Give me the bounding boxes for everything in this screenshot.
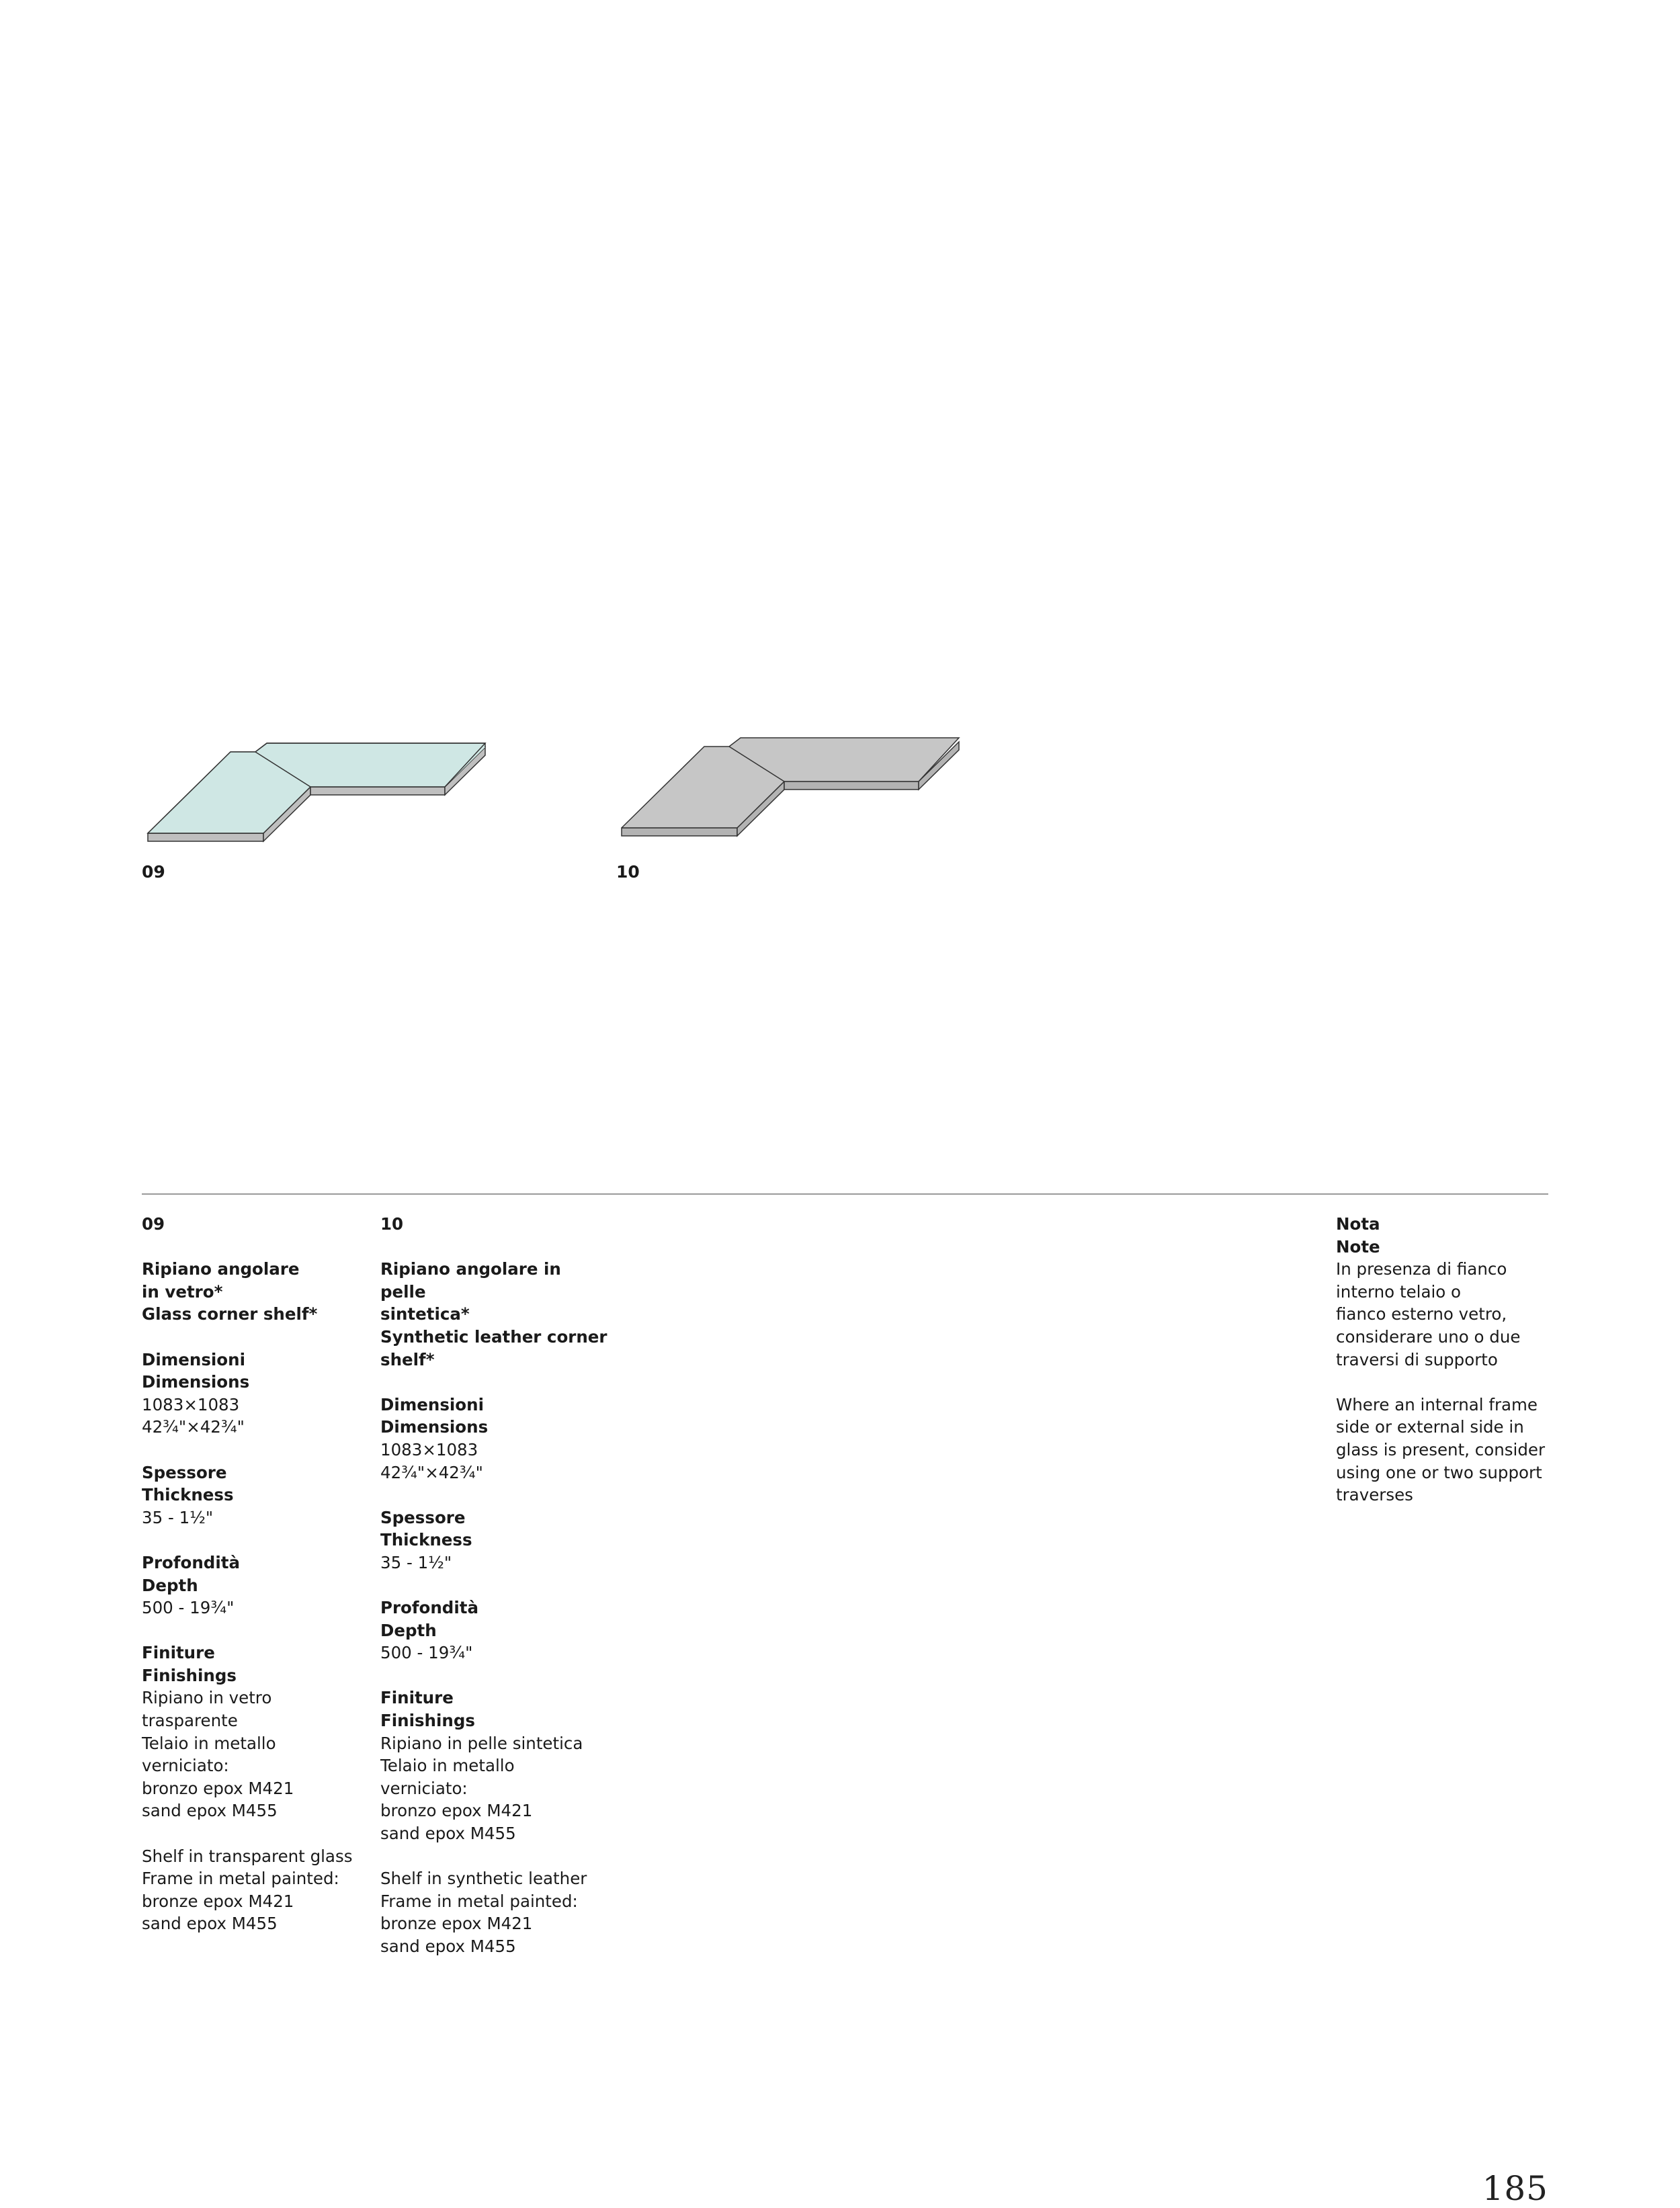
- note-line-it: fianco esterno vetro,: [1336, 1304, 1507, 1324]
- dimensions-heading-it: Dimensioni: [380, 1394, 484, 1414]
- finishes-heading-en: Finishings: [142, 1665, 237, 1685]
- finishes-heading-it: Finiture: [142, 1643, 215, 1663]
- finishes-line-it: sand epox M455: [380, 1824, 516, 1844]
- finishes-heading-en: Finishings: [380, 1711, 475, 1731]
- thickness-heading-en: Thickness: [142, 1485, 234, 1505]
- depth-value: 500 - 19¾": [380, 1643, 473, 1663]
- item-name-en: Synthetic leather corner: [380, 1326, 607, 1347]
- note-title-en: Note: [1336, 1236, 1380, 1257]
- depth-heading-en: Depth: [380, 1620, 437, 1640]
- note-line-en: Where an internal frame: [1336, 1394, 1538, 1414]
- drawing-label-09: 09: [142, 862, 165, 882]
- finishes-line-en: bronze epox M421: [142, 1891, 294, 1911]
- dimensions-heading-en: Dimensions: [380, 1417, 489, 1437]
- note-line-it: interno telaio o: [1336, 1281, 1462, 1302]
- item-name-it: Ripiano angolare: [142, 1259, 300, 1279]
- thickness-heading-it: Spessore: [142, 1462, 227, 1482]
- note-line-en: glass is present, consider: [1336, 1439, 1546, 1459]
- note-line-en: traverses: [1336, 1485, 1413, 1505]
- note-column: [1336, 1213, 1558, 1506]
- item-name-it-cont: sintetica*: [380, 1304, 470, 1324]
- finishes-line-en: Shelf in synthetic leather: [380, 1869, 587, 1889]
- finishes-line-it: Telaio in metallo: [142, 1733, 276, 1753]
- thickness-heading-it: Spessore: [380, 1507, 466, 1527]
- dimensions-heading-en: Dimensions: [142, 1372, 250, 1392]
- dimensions-in: 42¾"×42¾": [142, 1417, 245, 1437]
- item-name-en: Glass corner shelf*: [142, 1304, 318, 1324]
- page-number: 185: [1482, 2169, 1548, 2208]
- drawing-label-10: 10: [616, 862, 640, 882]
- finishes-line-it: Telaio in metallo: [380, 1756, 515, 1776]
- item-code: 09: [142, 1214, 165, 1234]
- shelf-front-edge: [622, 828, 737, 836]
- finishes-heading-it: Finiture: [380, 1688, 454, 1708]
- depth-heading-it: Profondità: [380, 1598, 478, 1618]
- glass-corner-shelf-drawing: [141, 736, 491, 847]
- leather-corner-shelf-drawing: [615, 730, 964, 841]
- note-line-en: side or external side in: [1336, 1417, 1524, 1437]
- section-divider: [142, 1193, 1548, 1195]
- finishes-line-en: bronze epox M421: [380, 1914, 533, 1934]
- depth-heading-en: Depth: [142, 1575, 198, 1595]
- finishes-line-it: bronzo epox M421: [142, 1778, 294, 1798]
- thickness-value: 35 - 1½": [380, 1552, 452, 1572]
- finishes-line-en: Shelf in transparent glass: [142, 1846, 353, 1866]
- note-line-en: using one or two support: [1336, 1462, 1542, 1482]
- depth-heading-it: Profondità: [142, 1552, 240, 1572]
- item-name-en-cont: shelf*: [380, 1349, 435, 1369]
- note-title-it: Nota: [1336, 1214, 1380, 1234]
- note-line-it: considerare uno o due: [1336, 1326, 1521, 1347]
- shelf-right-front-edge: [310, 787, 445, 795]
- finishes-line-en: sand epox M455: [142, 1914, 278, 1934]
- item-name-it-cont: in vetro*: [142, 1281, 223, 1302]
- item-name-it: Ripiano angolare in pelle: [380, 1259, 561, 1302]
- spec-column-09: [142, 1213, 370, 1935]
- dimensions-in: 42¾"×42¾": [380, 1462, 483, 1482]
- finishes-line-en: Frame in metal painted:: [380, 1891, 578, 1911]
- depth-value: 500 - 19¾": [142, 1598, 235, 1618]
- finishes-line-it: verniciato:: [142, 1756, 229, 1776]
- finishes-line-it: sand epox M455: [142, 1801, 278, 1821]
- dimensions-mm: 1083×1083: [142, 1394, 240, 1414]
- finishes-line-en: Frame in metal painted:: [142, 1869, 339, 1889]
- spec-column-10: [380, 1213, 609, 1958]
- dimensions-mm: 1083×1083: [380, 1439, 478, 1459]
- finishes-line-it: Ripiano in vetro: [142, 1688, 272, 1708]
- finishes-line-it: verniciato:: [380, 1778, 468, 1798]
- shelf-front-edge: [148, 833, 263, 841]
- thickness-heading-en: Thickness: [380, 1530, 472, 1550]
- finishes-line-it: trasparente: [142, 1711, 238, 1731]
- dimensions-heading-it: Dimensioni: [142, 1349, 245, 1369]
- item-code: 10: [380, 1214, 404, 1234]
- finishes-line-it: bronzo epox M421: [380, 1801, 533, 1821]
- shelf-right-front-edge: [784, 781, 919, 790]
- thickness-value: 35 - 1½": [142, 1507, 214, 1527]
- finishes-line-en: sand epox M455: [380, 1937, 516, 1956]
- note-line-it: traversi di supporto: [1336, 1349, 1498, 1369]
- finishes-line-it: Ripiano in pelle sintetica: [380, 1733, 583, 1753]
- note-line-it: In presenza di fianco: [1336, 1259, 1507, 1279]
